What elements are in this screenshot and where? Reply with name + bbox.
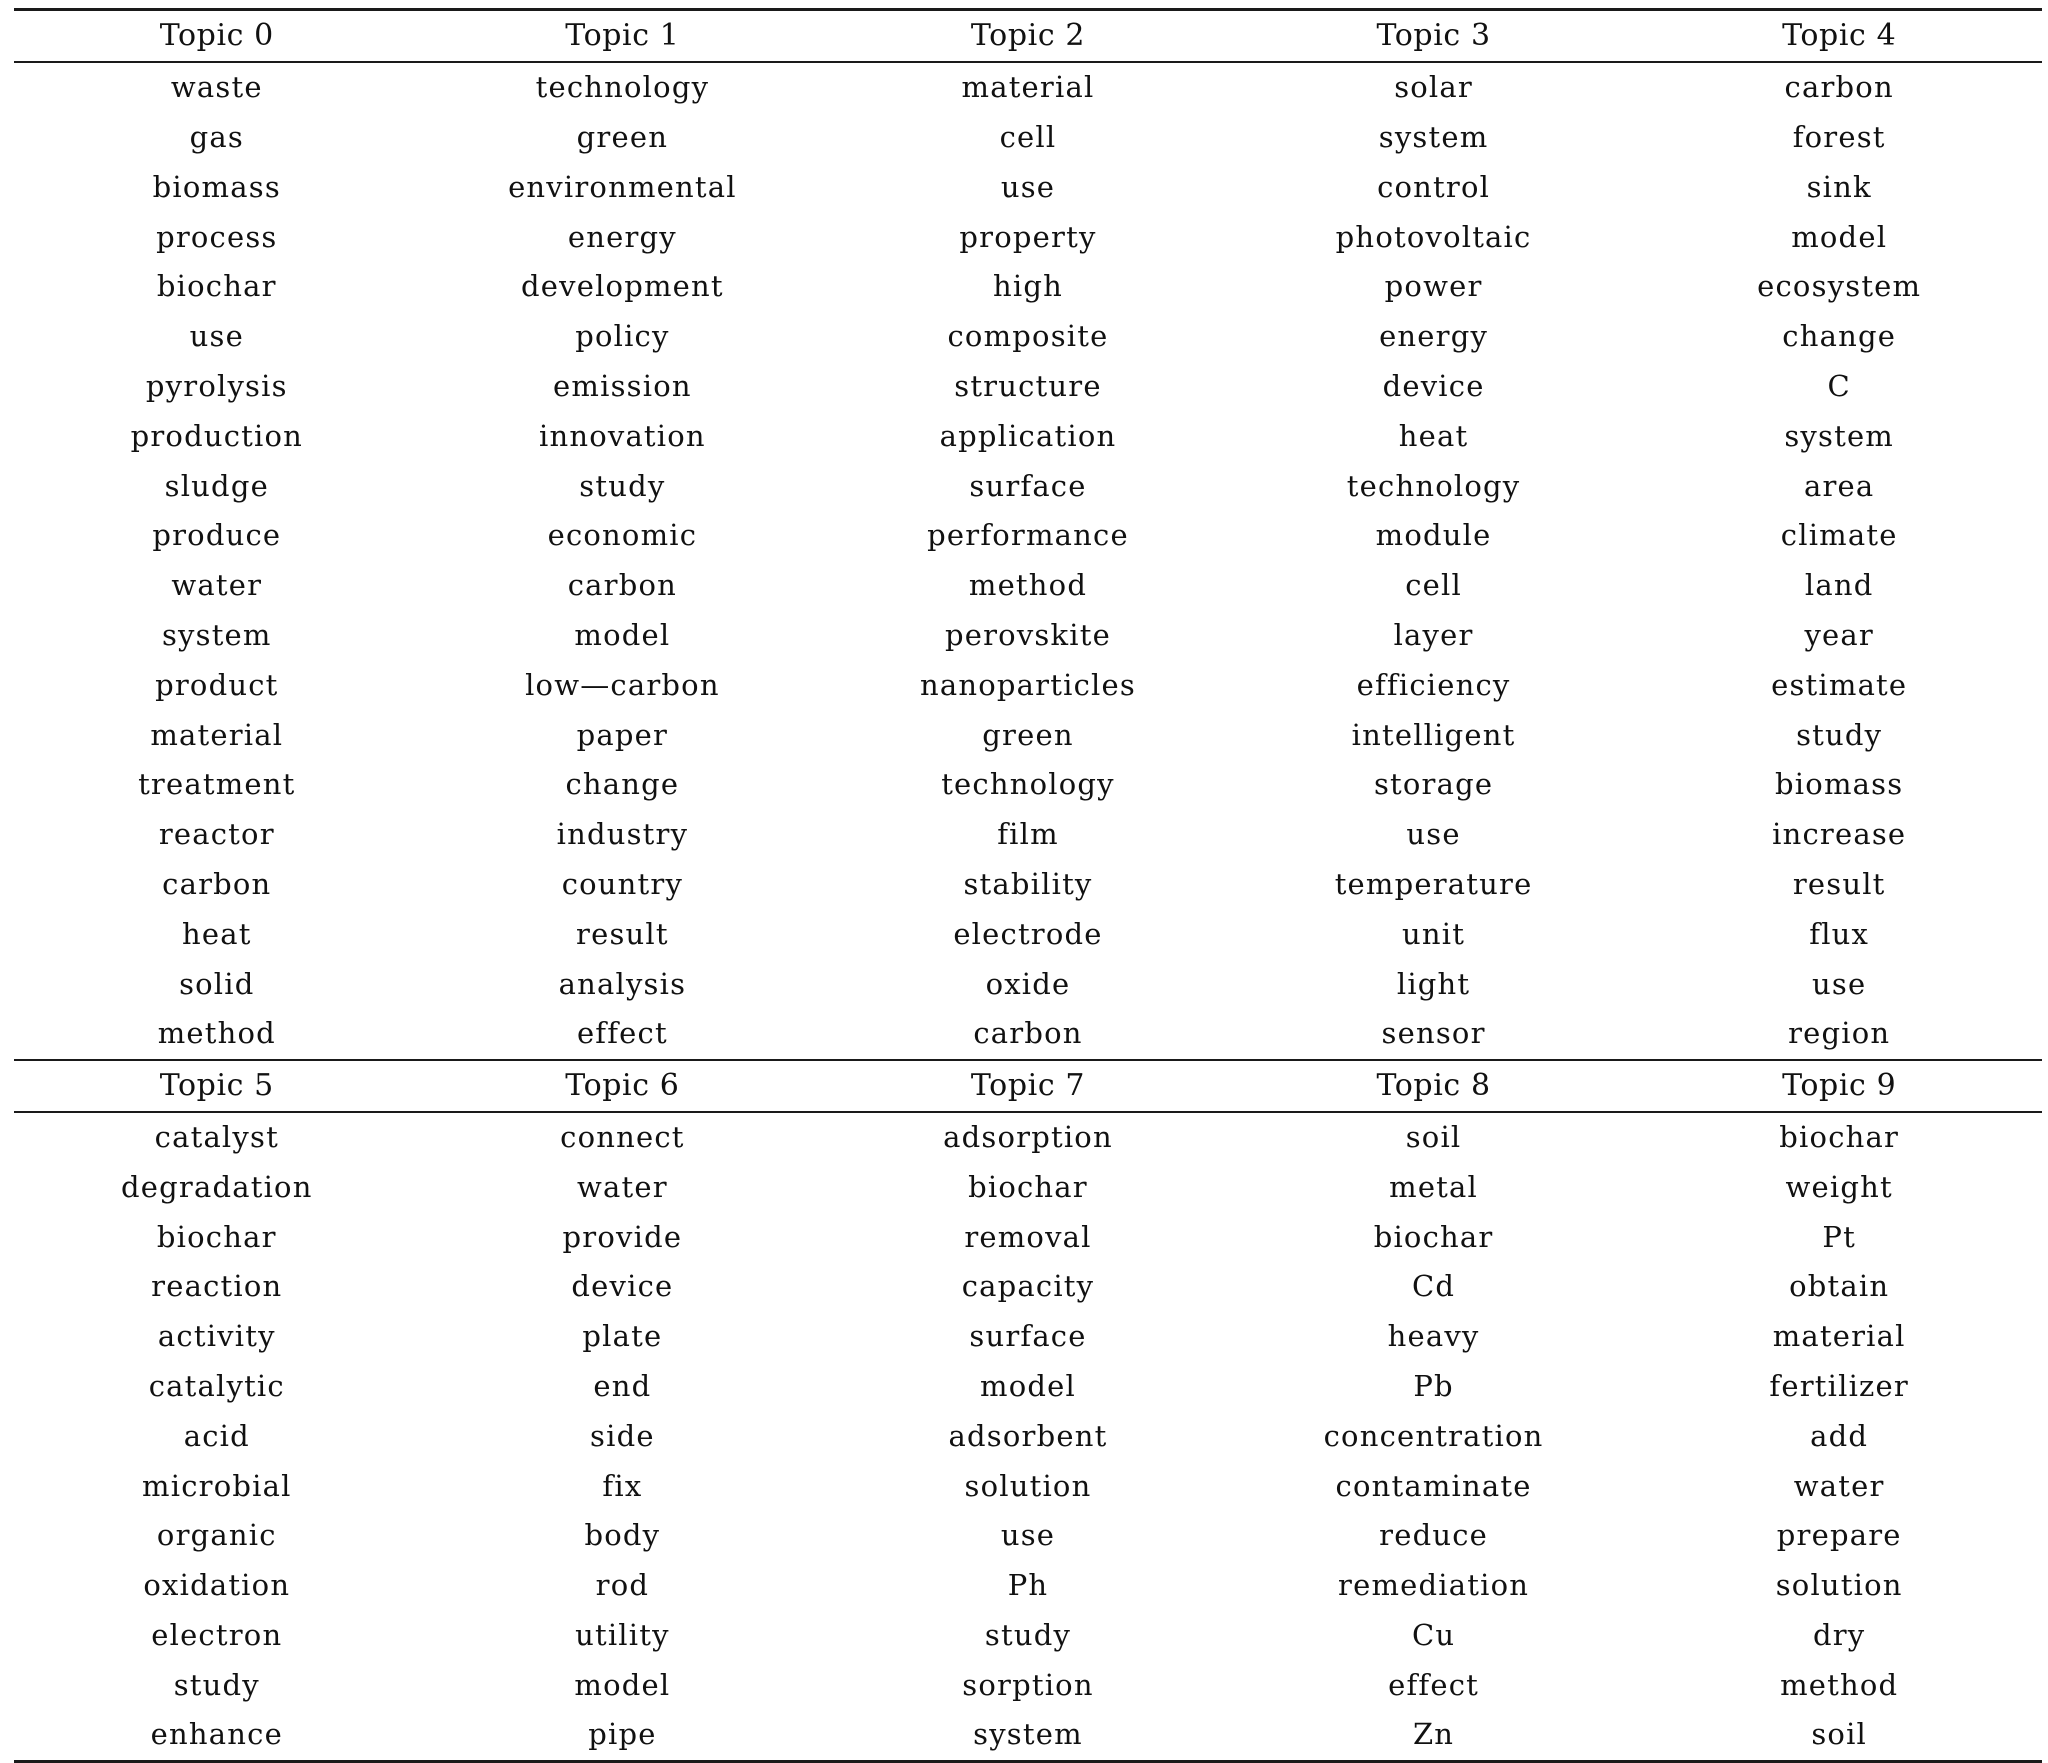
table-cell: use	[1000, 1518, 1056, 1553]
table-cell: unit	[1402, 916, 1466, 951]
table-cell: perovskite	[944, 617, 1111, 652]
table-cell: biochar	[156, 1219, 277, 1254]
table-cell: rod	[595, 1568, 650, 1603]
table-cell: economic	[547, 518, 698, 553]
table-cell: end	[593, 1368, 652, 1403]
table-cell: climate	[1780, 518, 1898, 553]
table-row	[14, 611, 2042, 661]
table-cell: pipe	[420, 1710, 826, 1761]
table-cell: weight	[1785, 1169, 1893, 1204]
table-cell: plate	[582, 1319, 663, 1354]
table-cell: remediation	[1338, 1568, 1530, 1603]
table-cell: biochar	[968, 1169, 1088, 1204]
table-cell: high	[992, 269, 1063, 304]
table-row	[14, 1710, 2042, 1761]
table-cell: policy	[575, 319, 670, 354]
table-cell: product	[155, 667, 279, 702]
table-row	[14, 1511, 2042, 1561]
table-cell: material	[150, 717, 284, 752]
table-cell: country	[561, 866, 684, 901]
table-cell: waste	[14, 62, 420, 113]
table-row	[14, 212, 2042, 262]
table-cell: change	[565, 767, 680, 802]
table-cell: use	[1000, 169, 1056, 204]
table-row	[14, 1561, 2042, 1611]
table-cell: analysis	[558, 966, 687, 1001]
table-cell: study	[1796, 717, 1883, 752]
table-row	[14, 1461, 2042, 1511]
table-row	[14, 860, 2042, 910]
table-cell: organic	[156, 1518, 277, 1553]
table-cell: surface	[969, 1319, 1087, 1354]
table-row	[14, 162, 2042, 212]
table-cell: capacity	[961, 1269, 1095, 1304]
table-cell: electrode	[953, 916, 1103, 951]
table-row	[14, 1362, 2042, 1412]
table-cell: Zn	[1231, 1710, 1637, 1761]
table-cell: cell	[999, 119, 1057, 154]
table-cell: system	[1784, 418, 1895, 453]
table-cell: side	[590, 1418, 655, 1453]
table-cell: land	[1804, 568, 1874, 603]
table-row	[14, 1312, 2042, 1362]
table-cell: obtain	[1789, 1269, 1890, 1304]
table-cell: Cd	[1412, 1269, 1456, 1304]
table-cell: forest	[1792, 119, 1886, 154]
table-cell: water	[576, 1169, 668, 1204]
table-cell: area	[1803, 468, 1875, 503]
table-cell: heavy	[1387, 1319, 1480, 1354]
header-row	[14, 1060, 2042, 1112]
table-cell: carbon	[567, 568, 678, 603]
table-cell: system	[161, 617, 272, 652]
header-row	[14, 10, 2042, 62]
table-cell: method	[157, 1016, 276, 1051]
table-cell: system	[1378, 119, 1489, 154]
table-row	[14, 262, 2042, 312]
table-row	[14, 461, 2042, 511]
table-cell: water	[1793, 1468, 1885, 1503]
table-cell: connect	[420, 1112, 826, 1163]
table-cell: control	[1377, 169, 1491, 204]
table-row	[14, 1611, 2042, 1661]
table-cell: model	[980, 1368, 1076, 1403]
table-cell: Ph	[1007, 1568, 1049, 1603]
table-cell: device	[571, 1269, 674, 1304]
table-cell: application	[939, 418, 1117, 453]
table-cell: solution	[964, 1468, 1092, 1503]
table-cell: use	[1406, 817, 1461, 852]
table-body	[14, 10, 2042, 1762]
table-cell: environmental	[508, 169, 737, 204]
table-cell: property	[959, 219, 1097, 254]
topic-header: Topic 3	[1231, 10, 1637, 62]
table-cell: material	[1772, 1319, 1906, 1354]
table-cell: heat	[1398, 418, 1469, 453]
table-row	[14, 909, 2042, 959]
table-cell: carbon	[1636, 62, 2042, 113]
table-cell: model	[1791, 219, 1888, 254]
table-row	[14, 1262, 2042, 1312]
topic-header: Topic 5	[14, 1060, 420, 1112]
table-row	[14, 1162, 2042, 1212]
table-cell: reactor	[158, 817, 275, 852]
table-cell: body	[584, 1518, 661, 1553]
table-cell: use	[189, 319, 244, 354]
table-cell: layer	[1393, 617, 1474, 652]
topic-words-table	[14, 8, 2042, 1763]
table-cell: biochar	[1373, 1219, 1494, 1254]
table-cell: gas	[189, 119, 244, 154]
table-cell: C	[1827, 368, 1851, 403]
table-cell: solution	[1775, 1568, 1903, 1603]
table-cell: intelligent	[1351, 717, 1516, 752]
table-row	[14, 959, 2042, 1009]
table-cell: fertilizer	[1769, 1368, 1909, 1403]
table-cell: sludge	[164, 468, 269, 503]
table-cell: provide	[562, 1219, 683, 1254]
table-cell: soil	[1636, 1710, 2042, 1761]
table-cell: study	[984, 1617, 1072, 1652]
table-cell: use	[1812, 966, 1867, 1001]
table-cell: metal	[1389, 1169, 1479, 1204]
table-row	[14, 62, 2042, 113]
table-cell: innovation	[538, 418, 706, 453]
table-cell: produce	[152, 518, 282, 553]
topic-header: Topic 4	[1636, 10, 2042, 62]
table-cell: industry	[556, 817, 689, 852]
table-cell: Pt	[1822, 1219, 1856, 1254]
table-cell: pyrolysis	[145, 368, 288, 403]
table-cell: nanoparticles	[920, 667, 1136, 702]
table-cell: fix	[602, 1468, 643, 1503]
table-row	[14, 1660, 2042, 1710]
table-cell: concentration	[1323, 1418, 1544, 1453]
table-cell: biochar	[1636, 1112, 2042, 1163]
table-cell: activity	[157, 1319, 276, 1354]
table-row	[14, 660, 2042, 710]
table-cell: storage	[1373, 767, 1494, 802]
table-row	[14, 760, 2042, 810]
table-row	[14, 312, 2042, 362]
table-row	[14, 561, 2042, 611]
table-cell: efficiency	[1356, 667, 1511, 702]
table-cell: ecosystem	[1757, 269, 1922, 304]
table-cell: energy	[567, 219, 677, 254]
table-cell: soil	[1231, 1112, 1637, 1163]
table-cell: development	[521, 269, 724, 304]
table-cell: sorption	[962, 1667, 1094, 1702]
table-cell: technology	[1346, 468, 1521, 503]
table-row	[14, 1112, 2042, 1163]
table-cell: solar	[1231, 62, 1637, 113]
table-cell: emission	[553, 368, 692, 403]
table-cell: removal	[964, 1219, 1092, 1254]
table-cell: stability	[963, 866, 1093, 901]
table-cell: model	[574, 1667, 671, 1702]
table-cell: biochar	[156, 269, 277, 304]
table-cell: catalyst	[14, 1112, 420, 1163]
table-cell: technology	[420, 62, 826, 113]
topic-header: Topic 9	[1636, 1060, 2042, 1112]
table-row	[14, 362, 2042, 412]
table-cell: solid	[179, 966, 255, 1001]
table-cell: green	[576, 119, 669, 154]
table-cell: light	[1396, 966, 1471, 1001]
table-cell: result	[1792, 866, 1886, 901]
table-cell: model	[574, 617, 671, 652]
table-cell: production	[130, 418, 304, 453]
table-cell: prepare	[1776, 1518, 1902, 1553]
table-cell: estimate	[1771, 667, 1908, 702]
table-cell: power	[1384, 269, 1483, 304]
table-row	[14, 511, 2042, 561]
table-cell: oxide	[985, 966, 1071, 1001]
table-cell: contaminate	[1335, 1468, 1532, 1503]
table-cell: structure	[954, 368, 1102, 403]
table-cell: microbial	[142, 1468, 292, 1503]
table-cell: increase	[1772, 817, 1907, 852]
table-cell: dry	[1812, 1617, 1866, 1652]
table-cell: adsorption	[825, 1112, 1231, 1163]
table-cell: biomass	[1775, 767, 1904, 802]
table-row	[14, 1009, 2042, 1060]
topic-header: Topic 0	[14, 10, 420, 62]
table-row	[14, 1411, 2042, 1461]
table-cell: heat	[182, 916, 252, 951]
topic-header: Topic 6	[420, 1060, 826, 1112]
table-cell: method	[1780, 1667, 1899, 1702]
table-cell: carbon	[973, 1016, 1083, 1051]
table-cell: Pb	[1413, 1368, 1454, 1403]
table-cell: effect	[1388, 1667, 1480, 1702]
table-cell: treatment	[138, 767, 296, 802]
table-cell: surface	[969, 468, 1087, 503]
table-cell: enhance	[14, 1710, 420, 1761]
table-cell: sensor	[1381, 1016, 1486, 1051]
table-cell: energy	[1379, 319, 1489, 354]
table-cell: film	[997, 817, 1059, 852]
table-cell: region	[1788, 1016, 1891, 1051]
table-cell: composite	[947, 319, 1109, 354]
table-cell: electron	[151, 1617, 283, 1652]
topic-header: Topic 7	[825, 1060, 1231, 1112]
table-cell: year	[1804, 617, 1874, 652]
table-cell: flux	[1809, 916, 1870, 951]
table-cell: catalytic	[148, 1368, 285, 1403]
table-cell: degradation	[121, 1169, 313, 1204]
table-cell: module	[1375, 518, 1492, 553]
table-cell: carbon	[162, 866, 272, 901]
table-cell: study	[173, 1667, 260, 1702]
table-row	[14, 810, 2042, 860]
table-cell: utility	[575, 1617, 670, 1652]
topic-header: Topic 2	[825, 10, 1231, 62]
table-cell: result	[576, 916, 669, 951]
table-row	[14, 411, 2042, 461]
table-cell: Cu	[1411, 1617, 1456, 1652]
table-cell: water	[171, 568, 263, 603]
table-cell: reaction	[151, 1269, 283, 1304]
table-cell: photovoltaic	[1335, 219, 1532, 254]
table-cell: acid	[183, 1418, 250, 1453]
table-cell: sink	[1806, 169, 1872, 204]
table-cell: effect	[576, 1016, 668, 1051]
table-cell: performance	[927, 518, 1129, 553]
table-cell: study	[579, 468, 666, 503]
table-cell: paper	[576, 717, 669, 752]
table-cell: device	[1382, 368, 1485, 403]
table-cell: method	[968, 568, 1088, 603]
table-cell: cell	[1405, 568, 1462, 603]
table-cell: material	[825, 62, 1231, 113]
table-cell: system	[825, 1710, 1231, 1761]
table-cell: biomass	[152, 169, 281, 204]
table-cell: reduce	[1379, 1518, 1489, 1553]
table-cell: technology	[941, 767, 1115, 802]
table-cell: adsorbent	[948, 1418, 1108, 1453]
table-cell: oxidation	[143, 1568, 291, 1603]
table-row	[14, 1212, 2042, 1262]
table-cell: green	[982, 717, 1074, 752]
topic-header: Topic 8	[1231, 1060, 1637, 1112]
table-row	[14, 710, 2042, 760]
table-cell: change	[1782, 319, 1897, 354]
table-cell: process	[156, 219, 278, 254]
topic-header: Topic 1	[420, 10, 826, 62]
table-cell: add	[1810, 1418, 1869, 1453]
table-row	[14, 113, 2042, 163]
table-cell: temperature	[1334, 866, 1533, 901]
table-cell: low—carbon	[525, 667, 720, 702]
